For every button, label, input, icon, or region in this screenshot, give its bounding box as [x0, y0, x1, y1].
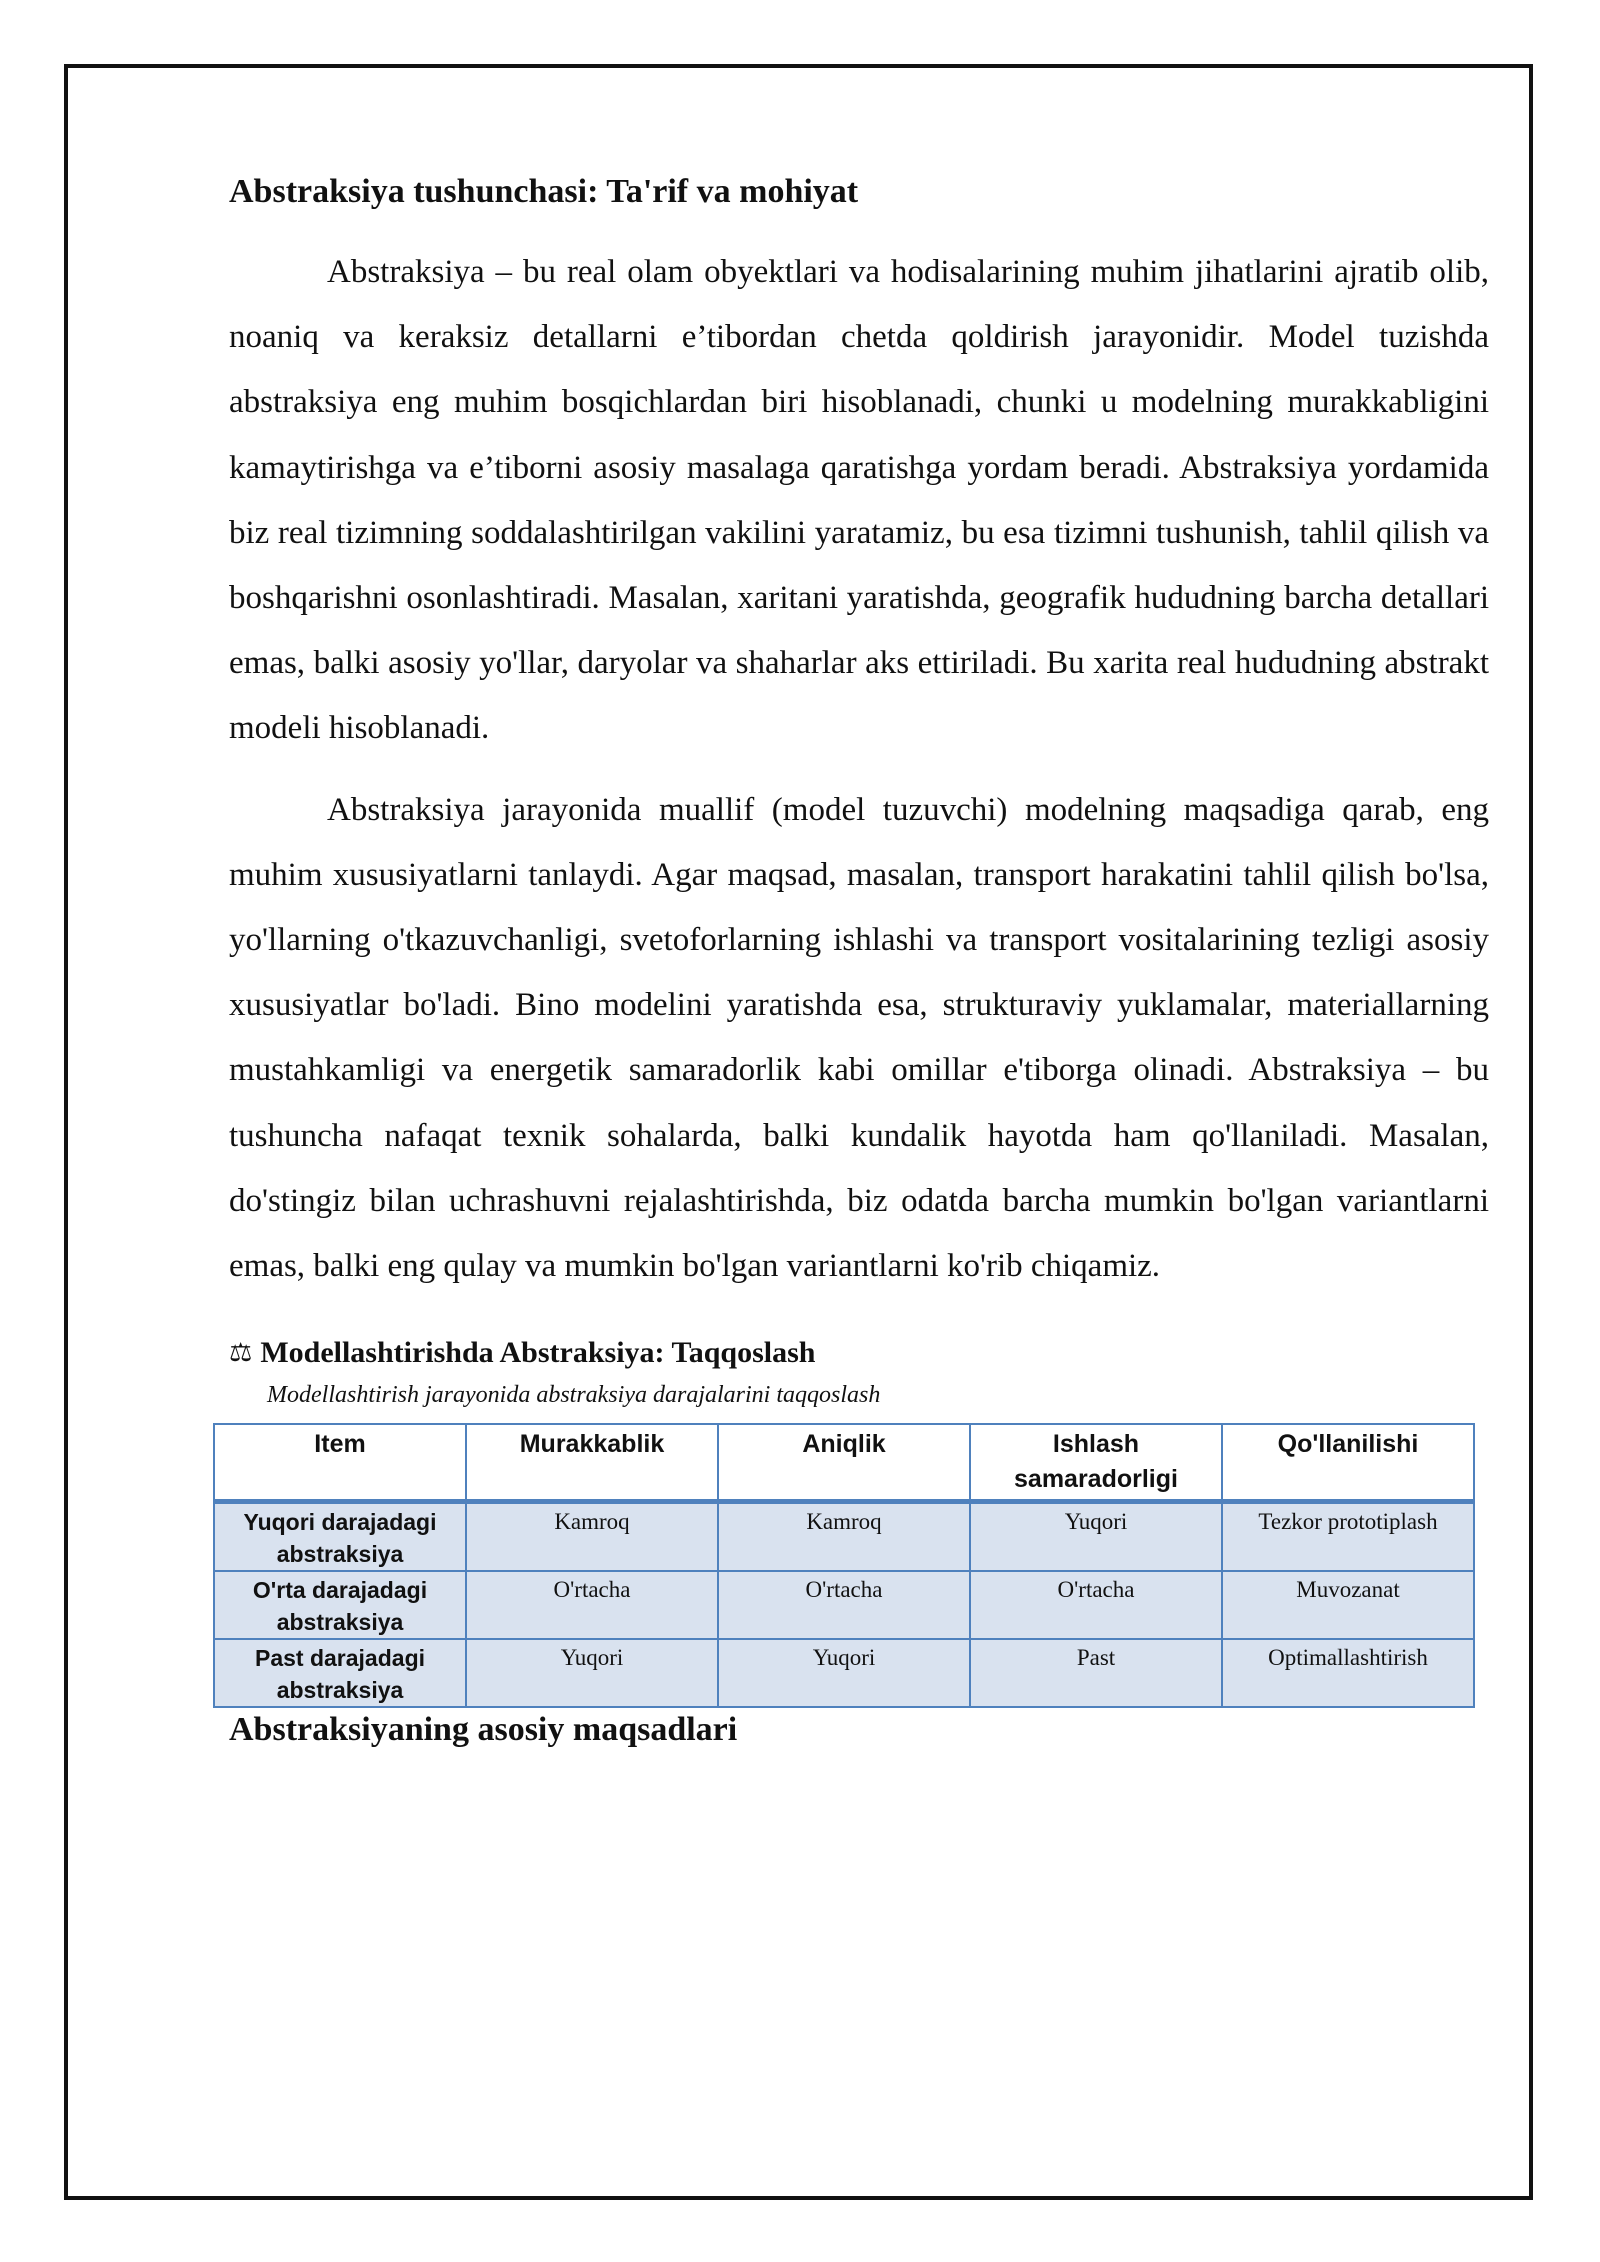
row-label: O'rta darajadagi abstraksiya: [214, 1571, 466, 1639]
row-label: Past darajadagi abstraksiya: [214, 1639, 466, 1707]
table-cell: Kamroq: [466, 1502, 718, 1572]
column-header-item: Item: [214, 1424, 466, 1502]
table-cell: Yuqori: [970, 1502, 1222, 1572]
column-header-performance: Ishlash samaradorligi: [970, 1424, 1222, 1502]
column-header-complexity: Murakkablik: [466, 1424, 718, 1502]
row-label: Yuqori darajadagi abstraksiya: [214, 1502, 466, 1572]
table-row: [214, 1571, 1474, 1639]
table-caption: Modellashtirish jarayonida abstraksiya darajalarini taqqoslash: [267, 1382, 881, 1409]
table-cell: Kamroq: [718, 1502, 970, 1572]
table-cell: Yuqori: [466, 1639, 718, 1707]
table-row: [214, 1639, 1474, 1707]
comparison-table-block: [229, 1333, 1489, 1708]
table-title: [229, 1333, 1489, 1373]
table-cell: O'rtacha: [466, 1571, 718, 1639]
table-cell: Muvozanat: [1222, 1571, 1474, 1639]
table-cell: O'rtacha: [970, 1571, 1222, 1639]
paragraph-process: Abstraksiya jarayonida muallif (model tuzuvchi) modelning maqsadiga qarab, eng muhim xususiyatlarni tanlaydi. Agar maqsad, masalan, transport harakatini tahlil qilish bo'lsa, yo'llarning o'tkazuvchanligi, svetoforlarning ishlashi va transport vositalarining tezligi asosiy xususiyatlar bo'ladi. Bino modelini yaratishda esa, strukturaviy yuklamalar, materiallarning mustahkamligi va energetik samaradorlik kabi omillar e'tiborga olinadi. Abstraksiya – bu tushuncha nafaqat texnik sohalarda, balki kundalik hayotda ham qo'llaniladi. Masalan, do'stingiz bilan uchrashuvni rejalashtirishda, biz odatda barcha mumkin bo'lgan variantlarni emas, balki eng qulay va mumkin bo'lgan variantlarni ko'rib chiqamiz.: [229, 791, 1489, 1285]
table-cell: O'rtacha: [718, 1571, 970, 1639]
column-header-accuracy: Aniqlik: [718, 1424, 970, 1502]
table-title-text: Modellashtirishda Abstraksiya: Taqqoslash: [260, 1336, 816, 1370]
section-heading-goals: Abstraksiyaning asosiy maqsadlari: [229, 1711, 738, 1749]
comparison-table: [213, 1423, 1475, 1708]
section-heading-definition: Abstraksiya tushunchasi: Ta'rif va mohiyat: [229, 173, 859, 210]
document-body: [229, 170, 1489, 1778]
table-cell: Optimallashtirish: [1222, 1639, 1474, 1707]
table-cell: Past: [970, 1639, 1222, 1707]
table-cell: Yuqori: [718, 1639, 970, 1707]
table-cell: Tezkor prototiplash: [1222, 1502, 1474, 1572]
table-header-row: [214, 1424, 1474, 1502]
table-row: [214, 1502, 1474, 1572]
column-header-usage: Qo'llanilishi: [1222, 1424, 1474, 1502]
paragraph-definition: Abstraksiya – bu real olam obyektlari va hodisalarining muhim jihatlarini ajratib olib, noaniq va keraksiz detallarni e’tibordan chetda qoldirish jarayonidir. Model tuzishda abstraksiya eng muhim bosqichlardan biri hisoblanadi, chunki u modelning murakkabligini kamaytirishga va e’tiborni asosiy masalaga qaratishga yordam beradi. Abstraksiya yordamida biz real tizimning soddalashtirilgan vakilini yaratamiz, bu esa tizimni tushunish, tahlil qilish va boshqarishni osonlashtiradi. Masalan, xaritani yaratishda, geografik hududning barcha detallari emas, balki asosiy yo'llar, daryolar va shaharlar aks ettiriladi. Bu xarita real hududning abstrakt modeli hisoblanadi.: [229, 254, 1489, 747]
scale-icon: ⚖: [229, 1338, 253, 1369]
